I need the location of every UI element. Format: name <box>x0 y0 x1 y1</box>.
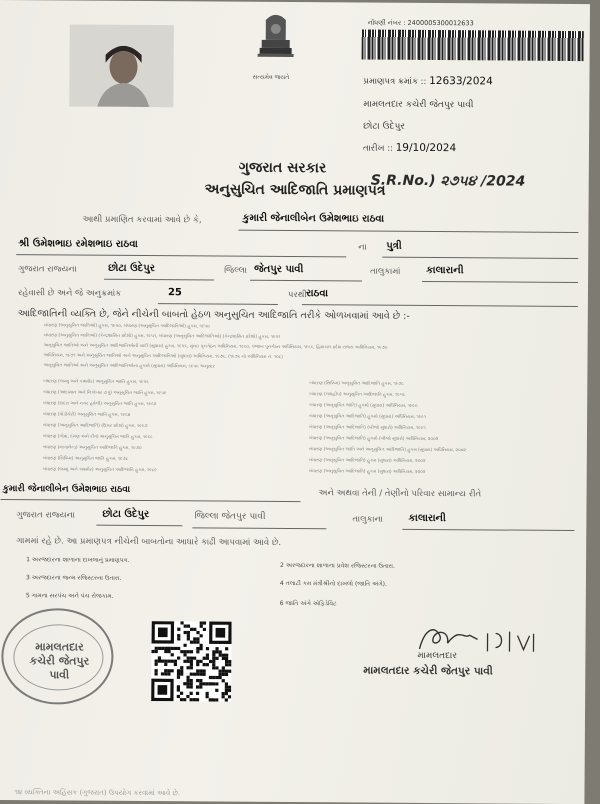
certificate-number: 12633/2024 <box>429 74 493 88</box>
order-item: બંધારણ (અનુસુચિત આદિજાતિ) હુકમો (બીજો સુધારો) અધિનિયમ, ૨૦૦૨ <box>308 436 439 443</box>
date-row: તારીખ :: 19/10/2024 <box>362 141 457 155</box>
order-item: બંધારણ (લક્ષદ્વીપ) અનુસુચિત આદિજાતિ હુકમ, ૧૯૫૬ <box>309 392 406 398</box>
relation: પુત્રી <box>386 240 402 252</box>
order-item: બંધારણ (અનુસુચિત આદિજાતિ) હુકમો (સુધારા) અધિનિયમ, ૧૯૯૧ <box>309 414 427 420</box>
applicant-photo <box>69 24 174 107</box>
order-item: બંધારણ (સિક્કિમ) અનુસુચિત આદિજાતિ હુકમ, ૧૯૭૮ <box>309 381 404 387</box>
barcode <box>362 30 584 62</box>
order-item: બંધારણ (જમ્મુ અને કાશ્મીર) અનુસુચિત આદિજાતિ હુકમ, ૧૯૮૯ <box>42 467 157 474</box>
law-line: અધિનિયમ, ૧૯૭૧ અને અનુસુચિત જાતિઓ અને અનુસુચિત આદિજાતિઓ (સુધારા) અધિનિયમ, ૧૯૭૬, (૧૯૭૬ નો અધિનિયમ નં. ૧૦૮) <box>43 353 283 360</box>
order-item: બંધારણ (આંદામાન અને નિકોબાર ટાપુ) અનુસુચિત જાતિ હુકમ, ૧૯૫૯ <box>43 390 167 397</box>
residence-name: કુમારી જેનાલીબેન ઉમેશભાઇ રાઠવા <box>2 484 131 495</box>
order-item: બંધારણ (જમ્મુ અને કાશ્મીર) અનુસુચિત જાતિ હુકમ, ૧૯૫૬ <box>43 379 149 386</box>
residence-village: કાલારાની <box>408 512 446 525</box>
certificate-date: 19/10/2024 <box>395 141 457 155</box>
tribe-name: રાઠવા <box>305 288 329 300</box>
law-line: બંધારણ (અનુસુચિત જાતિઓ) (કેન્દ્રશાસિત પ્રદેશો) હુકમ, ૧૯૫૧, બંધારણ (અનુસુચિત આદિજાતિઓ) (કેન્દ્રશાસિત પ્રદેશો) હુકમ, ૧૯૫૧ <box>43 333 281 340</box>
order-item: બંધારણ (પોંડીચેરી) અનુસુચિત જાતિ હુકમ, ૧૯૬૪ <box>43 412 131 418</box>
person-name: કુમારી જેનાલીબેન ઉમેશભાઇ રાઠવા <box>242 212 385 225</box>
office-line: મામલતદાર કચેરી જેતપુર પાવી <box>363 99 474 111</box>
law-line: અનુસુચિત જાતિઓ અને અનુસુચિત આદિજાતિઓના હુકમો (સુધારા) અધિનિયમ, ૧૯૫૬ અનુસાર <box>43 363 215 370</box>
certificate-title: અનુસુચિત આદિજાતિ પ્રમાણપત્ર <box>204 181 386 199</box>
order-item: બંધારણ (અનુસુચિત જાતિ) હુકમો (સુધારા) અધિનિયમ, ૧૯૯૦ <box>309 403 418 409</box>
basis-item: 3 અરજદારના જન્મ રજિસ્ટરના ઉતારા. <box>25 574 122 582</box>
tribe-statement: આદિજાતિની વ્યક્તિ છે, જેને નીચેની બાબતો હેઠળ અનુસુચિત આદિજાતિ તરીકે ઓળખવામાં આવે છે :- <box>17 308 410 322</box>
district: છોટા ઉદેપુર <box>108 262 155 275</box>
order-item: બંધારણ (અનુસુચિત આદિજાતિ) (ઉત્તર પ્રદેશ) હુકમ, ૧૯૬૭ <box>43 423 148 430</box>
basis-item: 4 તલાટી કમ મંત્રીશ્રીનો દાખલો (જાતિ અંગે). <box>279 579 387 588</box>
issuing-office: મામલતદાર કચેરી જેતપુર પાવી <box>363 664 493 678</box>
law-line: અનુસુચિત જાતિઓ અને અનુસુચિત આદિજાતિઓની યાદી (સુધારા) હુકમ, ૧૯૫૬, મુંબઇ પુનર્ગઠન અધિનિયમ, ૧૯૬૦, પંજાબ પુનર્ગઠન અધિનિયમ, ૧૯૬૬, હિમાચલ પ્રદેશ રાજ્ય અધિનિયમ, ૧૯૭૦ <box>43 343 388 351</box>
office-seal <box>1 608 114 705</box>
order-item: બંધારણ (અનુસુચિત આદિજાતિ) (બીજો સુધારો) અધિનિયમ, ૧૯૯૧ <box>309 425 426 431</box>
basis-item: 5 ગામના સરપંચ અને પંચ રોજકામ. <box>25 592 114 600</box>
district-line: છોટા ઉદેપુર <box>363 121 406 132</box>
basis-line: ગામમાં રહે છે. આ પ્રમાણપત્ર નીચેની બાબતોના આધારે કાઢી આપવામાં આવે છે. <box>16 536 282 548</box>
certificate-page: સત્યમેવ જયતે નોંધણી નંબર : 2400005300012633 પ્રમાણપત્ર ક્રમાંક :: 12633/2024 મામલતદાર કચેરી જેતપુર પાવી છોટા ઉદેપુર તારીખ :: 19/10/2024 ગુજરાત સરકાર અનુસુચિત આદિજાતિ પ્રમાણપત્ર S.R.No.) ૨૭૫૪ /2024 આથી પ્રમાણિત કરવામાં આવે છે કે, કુમારી જેનાલીબેન ઉમેશભાઇ રાઠવા શ્રી ઉમેશભાઇ રમેશભાઇ રાઠવા ના પુત્રી ગુજરાત રાજ્યના છોટા ઉદેપુર જિલ્લા જેતપુર પાવી તાલુકામાં કાલારાની રહેવાસી છે અને જે અનુક્રમાંક 25 પરથી રાઠવા આદિજાતિની વ્યક્તિ છે, જેને નીચેની બાબતો હેઠળ અનુસુચિત આદિજાતિ તરીકે ઓળખવામાં આવે છે :- બંધારણ (અનુસુચિત જાતિઓ) હુકમ, ૧૯૫૦, બંધારણ (અનુસુચિત આદિજાતિઓ) હુકમ, ૧૯૫૦ બંધારણ (અનુસુચિત જાતિઓ) (કેન્દ્રશાસિત પ્રદેશો) હુકમ, ૧૯૫૧, બંધારણ (અનુસુચિત આદિજાતિઓ) (કેન્દ્રશાસિત પ્રદેશો) હુકમ, ૧૯૫૧ અનુસુચિત જાતિઓ અને અનુસુચિત આદિજાતિઓની યાદી (સુધારા) હુકમ, ૧૯૫૬, મુંબઇ પુનર્ગઠન અધિનિયમ, ૧૯૬૦, પંજાબ પુનર્ગઠન અધિનિયમ, ૧૯૬૬, હિમાચલ પ્રદેશ રાજ્ય અધિનિયમ, ૧૯૭૦ અધિનિયમ, ૧૯૭૧ અને અનુસુચિત જાતિઓ અને અનુસુચિત આદિજાતિઓ (સુધારા) અધિનિયમ, ૧૯૭૬, (૧૯૭૬ નો અધિનિયમ નં. ૧૦૮) અનુસુચિત જાતિઓ અને અનુસુચિત આદિજાતિઓના હુકમો (સુધારા) અધિનિયમ, ૧૯૫૬ અનુસાર બંધારણ (જમ્મુ અને કાશ્મીર) અનુસુચિત જાતિ હુકમ, ૧૯૫૬ બંધારણ (આંદામાન અને નિકોબાર ટાપુ) અનુસુચિત જાતિ હુકમ, ૧૯૫૯ બંધારણ (દાદરા અને નગર હવેલી) અનુસુચિત જાતિ હુકમ, ૧૯૬૨ બંધારણ (પોંડીચેરી) અનુસુચિત જાતિ હુકમ, ૧૯૬૪ બંધારણ (અનુસુચિત આદિજાતિ) (ઉત્તર પ્રદેશ) હુકમ, ૧૯૬૭ બંધારણ (ગોવા, દમણ અને દીવ) અનુસુચિત જાતિ હુકમ, ૧૯૬૮ બંધારણ (નાગાલેન્ડ) અનુસુચિત આદિજાતિ હુકમ, ૧૯૭૦ બંધારણ (સિક્કિમ) અનુસુચિત જાતિ હુકમ, ૧૯૭૮ બંધારણ (જમ્મુ અને કાશ્મીર) અનુસુચિત આદિજાતિ હુકમ, ૧૯૮૯ બંધારણ (સિક્કિમ) અનુસુચિત આદિજાતિ હુકમ, ૧૯૭૮ બંધારણ (લક્ષદ્વીપ) અનુસુચિત આદિજાતિ હુકમ, ૧૯૫૬ બંધારણ (અનુસુચિત જાતિ) હુકમો (સુધારા) અધિનિયમ, ૧૯૯૦ બંધારણ (અનુસુચિત આદિજાતિ) હુકમો (સુધારા) અધિનિયમ, ૧૯૯૧ બંધારણ (અનુસુચિત આદિજાતિ) (બીજો સુધારો) અધિનિયમ, ૧૯૯૧ બંધારણ (અનુસુચિત આદિજાતિ) હુકમો (બીજો સુધારો) અધિનિયમ, ૨૦૦૨ બંધારણ (અનુસુચિત જાતિ અને અનુસુચિત આદિજાતિ) હુકમ (સુધારા) અધિનિયમ, ૨૦૦૨ બંધારણ (અનુસુચિત આદિજાતિ) હુકમ (સુધારા) અધિનિયમ, ૨૦૦૨ બંધારણ (અનુસુચિત આદિજાતિ) હુકમ (સુધારા) અધિનિયમ, ૨૦૦૨ કુમારી જેનાલીબેન ઉમેશભાઇ રાઠવા અને અથવા તેની / તેણીનો પરિવાર સામાન્ય રીતે ગુજરાત રાજ્યના છોટા ઉદેપુર જિલ્લા જેતપુર પાવી તાલુકાના કાલારાની ગામમાં રહે છે. આ પ્રમાણપત્ર નીચેની બાબતોના આધારે કાઢી આપવામાં આવે છે. 1 અરજદારના શાળાના દાખલાનું પ્રમાણપત્ર. 2 અરજદારના શાળાના પ્રવેશ રજિસ્ટરના ઉતારા. 3 અરજદારના જન્મ રજિસ્ટરના ઉતારા. 4 તલાટી કમ મંત્રીશ્રીનો દાખલો (જાતિ અંગે). 5 ગામના સરપંચ અને પંચ રોજકામ. 6 જાતિ અંગે એફિડેવિટ મામલતદાર કચેરી જેતપુર પાવી મામલતદાર મામલતદાર કચેરી જેતપુર પાવી ૧૪ વ્યક્તિના અહિંસક (ગુજરાત) ઉપયોગ કરવામાં આવે છે. <box>0 0 590 804</box>
government-title: ગુજરાત સરકાર <box>238 159 327 177</box>
order-item: બંધારણ (અનુસુચિત જાતિ અને અનુસુચિત આદિજાતિ) હુકમ (સુધારા) અધિનિયમ, ૨૦૦૨ <box>308 447 466 454</box>
qr-code-icon <box>151 621 232 702</box>
basis-item: 2 અરજદારના શાળાના પ્રવેશ રજિસ્ટરના ઉતારા. <box>280 561 395 570</box>
sign-label: મામલતદાર <box>417 650 458 662</box>
basis-item: 1 અરજદારના શાળાના દાખલાનું પ્રમાણપત્ર. <box>26 556 130 564</box>
serial-number-handwritten: S.R.No.) ૨૭૫૪ /2024 <box>370 172 526 190</box>
registration-number: નોંધણી નંબર : 2400005300012633 <box>367 18 474 28</box>
taluka: જેતપુર પાવી <box>254 263 304 276</box>
village: કાલારાની <box>426 264 464 277</box>
order-item: બંધારણ (ગોવા, દમણ અને દીવ) અનુસુચિત જાતિ હુકમ, ૧૯૬૮ <box>42 434 153 441</box>
residence-district: છોટા ઉદેપુર <box>102 508 150 521</box>
order-item: બંધારણ (દાદરા અને નગર હવેલી) અનુસુચિત જાતિ હુકમ, ૧૯૬૨ <box>43 401 157 408</box>
seal-text: મામલતદાર કચેરી જેતપુર પાવી <box>29 640 90 682</box>
serial-entry: 25 <box>167 287 182 299</box>
order-item: બંધારણ (નાગાલેન્ડ) અનુસુચિત આદિજાતિ હુકમ, ૧૯૭૦ <box>42 445 142 451</box>
law-line: બંધારણ (અનુસુચિત જાતિઓ) હુકમ, ૧૯૫૦, બંધારણ (અનુસુચિત આદિજાતિઓ) હુકમ, ૧૯૫૦ <box>43 323 210 330</box>
order-item: બંધારણ (અનુસુચિત આદિજાતિ) હુકમ (સુધારા) અધિનિયમ, ૨૦૦૨ <box>308 469 426 475</box>
father-name: શ્રી ઉમેશભાઇ રમેશભાઇ રાઠવા <box>18 238 138 250</box>
order-item: બંધારણ (અનુસુચિત આદિજાતિ) હુકમ (સુધારા) અધિનિયમ, ૨૦૦૨ <box>308 458 426 464</box>
national-emblem-icon <box>251 10 299 74</box>
emblem-caption: સત્યમેવ જયતે <box>252 73 290 82</box>
certificate-number-row: પ્રમાણપત્ર ક્રમાંક :: 12633/2024 <box>363 74 493 88</box>
order-item: બંધારણ (સિક્કિમ) અનુસુચિત જાતિ હુકમ, ૧૯૭૮ <box>42 456 129 462</box>
basis-item: 6 જાતિ અંગે એફિડેવિટ <box>279 599 337 608</box>
bottom-note: ૧૪ વ્યક્તિના અહિંસક (ગુજરાત) ઉપયોગ કરવામાં આવે છે. <box>14 788 181 798</box>
certify-prefix: આથી પ્રમાણિત કરવામાં આવે છે કે, <box>82 214 202 226</box>
